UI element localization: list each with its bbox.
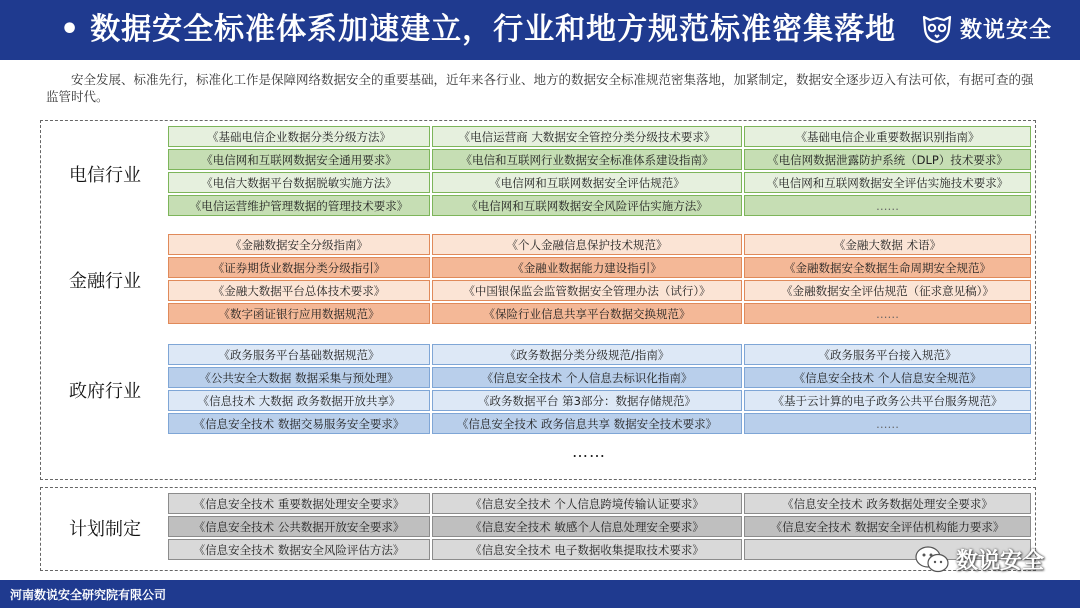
finance-standard-cell: …… <box>744 303 1031 324</box>
gov-standard-cell: 《信息安全技术 个人信息安全规范》 <box>744 367 1031 388</box>
brand-logo <box>920 11 1052 45</box>
telecom-standard-cell: 《电信运营维护管理数据的管理技术要求》 <box>168 195 430 216</box>
wechat-watermark <box>914 544 1044 575</box>
finance-standard-cell: 《中国银保监会监管数据安全管理办法（试行）》 <box>432 280 742 301</box>
telecom-standards-grid <box>168 126 1031 216</box>
brand-name: 数说安全 <box>959 17 1052 43</box>
telecom-standard-cell: 《基础电信企业重要数据识别指南》 <box>744 126 1031 147</box>
gov-standard-cell: 《政务服务平台基础数据规范》 <box>168 344 430 365</box>
telecom-standard-cell: 《电信网和互联网数据安全通用要求》 <box>168 149 430 170</box>
sector-label-plan: 计划制定 <box>69 519 141 540</box>
finance-standard-cell: 《金融大数据平台总体技术要求》 <box>168 280 430 301</box>
plan-standard-cell: 《信息安全技术 数据安全风险评估方法》 <box>168 539 430 560</box>
finance-standard-cell: 《金融大数据 术语》 <box>744 234 1031 255</box>
wechat-icon <box>914 545 950 575</box>
finance-standard-cell: 《金融数据安全评估规范（征求意见稿）》 <box>744 280 1031 301</box>
finance-standard-cell: 《保险行业信息共享平台数据交换规范》 <box>432 303 742 324</box>
gov-standard-cell: …… <box>744 413 1031 434</box>
sector-label-telecom: 电信行业 <box>69 165 141 186</box>
telecom-standard-cell: 《电信大数据平台数据脱敏实施方法》 <box>168 172 430 193</box>
title-bullet: • <box>60 12 81 47</box>
gov-standard-cell: 《政务数据平台 第3部分：数据存储规范》 <box>432 390 742 411</box>
telecom-standard-cell: 《电信和互联网行业数据安全标准体系建设指南》 <box>432 149 742 170</box>
title-text: 数据安全标准体系加速建立，行业和地方规范标准密集落地 <box>90 12 897 47</box>
finance-standard-cell: 《个人金融信息保护技术规范》 <box>432 234 742 255</box>
gov-standard-cell: 《信息技术 大数据 政务数据开放共享》 <box>168 390 430 411</box>
gov-standard-cell: 《基于云计算的电子政务公共平台服务规范》 <box>744 390 1031 411</box>
telecom-standard-cell: 《电信网和互联网数据安全风险评估实施方法》 <box>432 195 742 216</box>
plan-standard-cell: 《信息安全技术 个人信息跨境传输认证要求》 <box>432 493 742 514</box>
plan-standard-cell: 《信息安全技术 电子数据收集提取技术要求》 <box>432 539 742 560</box>
plan-standard-cell: 《信息安全技术 数据安全评估机构能力要求》 <box>744 516 1031 537</box>
gov-standard-cell: 《信息安全技术 政务信息共享 数据安全技术要求》 <box>432 413 742 434</box>
gov-standard-cell: 《政务服务平台接入规范》 <box>744 344 1031 365</box>
telecom-standard-cell: 《基础电信企业数据分类分级方法》 <box>168 126 430 147</box>
finance-standard-cell: 《金融数据安全分级指南》 <box>168 234 430 255</box>
sector-label-gov: 政府行业 <box>69 381 141 402</box>
sector-label-finance: 金融行业 <box>69 271 141 292</box>
finance-standards-grid <box>168 234 1031 324</box>
gov-standard-cell: 《公共安全大数据 数据采集与预处理》 <box>168 367 430 388</box>
telecom-standard-cell: 《电信网和互联网数据安全评估实施技术要求》 <box>744 172 1031 193</box>
owl-logo-icon <box>920 11 954 45</box>
plan-standard-cell: 《信息安全技术 重要数据处理安全要求》 <box>168 493 430 514</box>
footer-company: 河南数说安全研究院有限公司 <box>10 588 167 602</box>
gov-standard-cell: 《政务数据分类分级规范/指南》 <box>432 344 742 365</box>
intro-paragraph: 安全发展、标准先行，标准化工作是保障网络数据安全的重要基础，近年来各行业、地方的数据安全标准规范密集落地，加紧制定，数据安全逐步迈入有法可依，有据可查的强监管时代。 <box>46 72 1034 104</box>
plan-standard-cell: 《信息安全技术 政务数据处理安全要求》 <box>744 493 1031 514</box>
more-ellipsis: …… <box>572 442 606 461</box>
finance-standard-cell: 《证券期货业数据分类分级指引》 <box>168 257 430 278</box>
gov-standard-cell: 《信息安全技术 个人信息去标识化指南》 <box>432 367 742 388</box>
page-title <box>60 10 896 50</box>
gov-standards-grid <box>168 344 1031 434</box>
finance-standard-cell: 《金融业数据能力建设指引》 <box>432 257 742 278</box>
planned-standards-grid <box>168 493 1031 560</box>
finance-standard-cell: 《金融数据安全数据生命周期安全规范》 <box>744 257 1031 278</box>
telecom-standard-cell: …… <box>744 195 1031 216</box>
telecom-standard-cell: 《电信网和互联网数据安全评估规范》 <box>432 172 742 193</box>
plan-standard-cell: 《信息安全技术 公共数据开放安全要求》 <box>168 516 430 537</box>
gov-standard-cell: 《信息安全技术 数据交易服务安全要求》 <box>168 413 430 434</box>
watermark-text: 数说安全 <box>955 549 1044 574</box>
plan-standard-cell: 《信息安全技术 敏感个人信息处理安全要求》 <box>432 516 742 537</box>
footer-bar <box>0 580 1080 608</box>
telecom-standard-cell: 《电信网数据泄露防护系统（DLP）技术要求》 <box>744 149 1031 170</box>
telecom-standard-cell: 《电信运营商 大数据安全管控分类分级技术要求》 <box>432 126 742 147</box>
header-bar <box>0 0 1080 60</box>
finance-standard-cell: 《数字函证银行应用数据规范》 <box>168 303 430 324</box>
